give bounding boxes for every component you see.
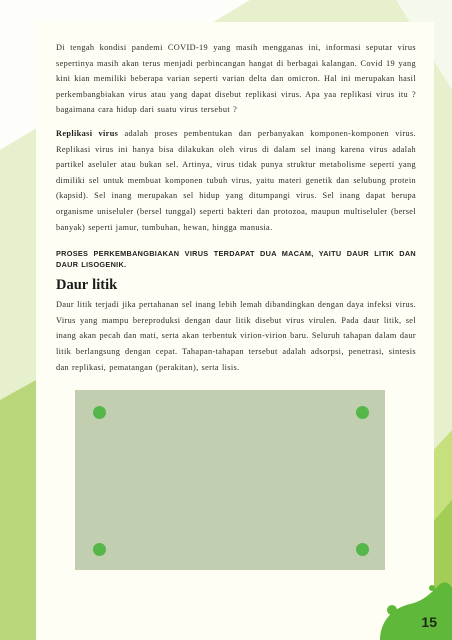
section-heading: Daur litik: [56, 277, 118, 294]
page-number-blob: [362, 580, 452, 640]
lytic-cycle-paragraph: Daur litik terjadi jika pertahanan sel inang lebih lemah dibandingkan dengan daya infeksi virus. Virus yang mampu bereproduksi dengan daur litik disebut virus virulen. Pada daur litik, sel inang akan pecah dan mati, serta akan terbentuk virion-virion baru. Seluruh tahapan dalam daur litik berlangsung dengan cepat. Tahapan-tahapan tersebut adalah adsorpsi, penetrasi, sintesis dan replikasi, pematangan (perakitan), serta lisis.: [56, 300, 416, 372]
section-note: PROSES PERKEMBANGBIAKAN VIRUS TERDAPAT DUA MACAM, YAITU DAUR LITIK DAN DAUR LISOGENIK.: [56, 249, 416, 269]
intro-paragraph: Di tengah kondisi pandemi COVID-19 yang masih mengganas ini, informasi seputar virus sepertinya masih akan terus menjadi perbincangan hangat di berbagai kalangan. Covid 19 yang kini kian memiliki beberapa varian seperti varian delta dan omicron. Hal ini merupakan hasil perkembangbiakan virus atau yang dapat disebut replikasi virus. Apa yaa replikasi virus itu ? bagaimana cara hidup dari suatu virus tersebut ?: [56, 43, 416, 115]
image-corner-dot: [93, 406, 106, 419]
definition-text: adalah proses pembentukan dan perbanyakan komponen-komponen virus. Replikasi virus ini hanya bisa dilakukan oleh virus di dalam sel inang karena virus adalah partikel aseluler atau bukan sel. Artinya, virus tidak punya struktur metabolisme seperti yang dimiliki sel untuk membuat komponen tubuh virus, yaitu materi genetik dan selubung protein (kapsid). Sel inang merupakan sel hidup yang ditumpangi virus. Sel inang dapat berupa organisme uniseluler (bersel tunggal) seperti bakteri dan protozoa, maupun multiseluler (bersel banyak) seperti jamur, tumbuhan, hewan, hingga manusia.: [56, 128, 416, 232]
definition-paragraph: [56, 126, 416, 235]
article-body: [56, 40, 416, 383]
image-corner-dot: [356, 406, 369, 419]
page-number: 15: [421, 614, 437, 630]
image-corner-dot: [93, 543, 106, 556]
image-corner-dot: [356, 543, 369, 556]
image-placeholder: [75, 390, 385, 570]
definition-term: Replikasi virus: [56, 128, 119, 138]
